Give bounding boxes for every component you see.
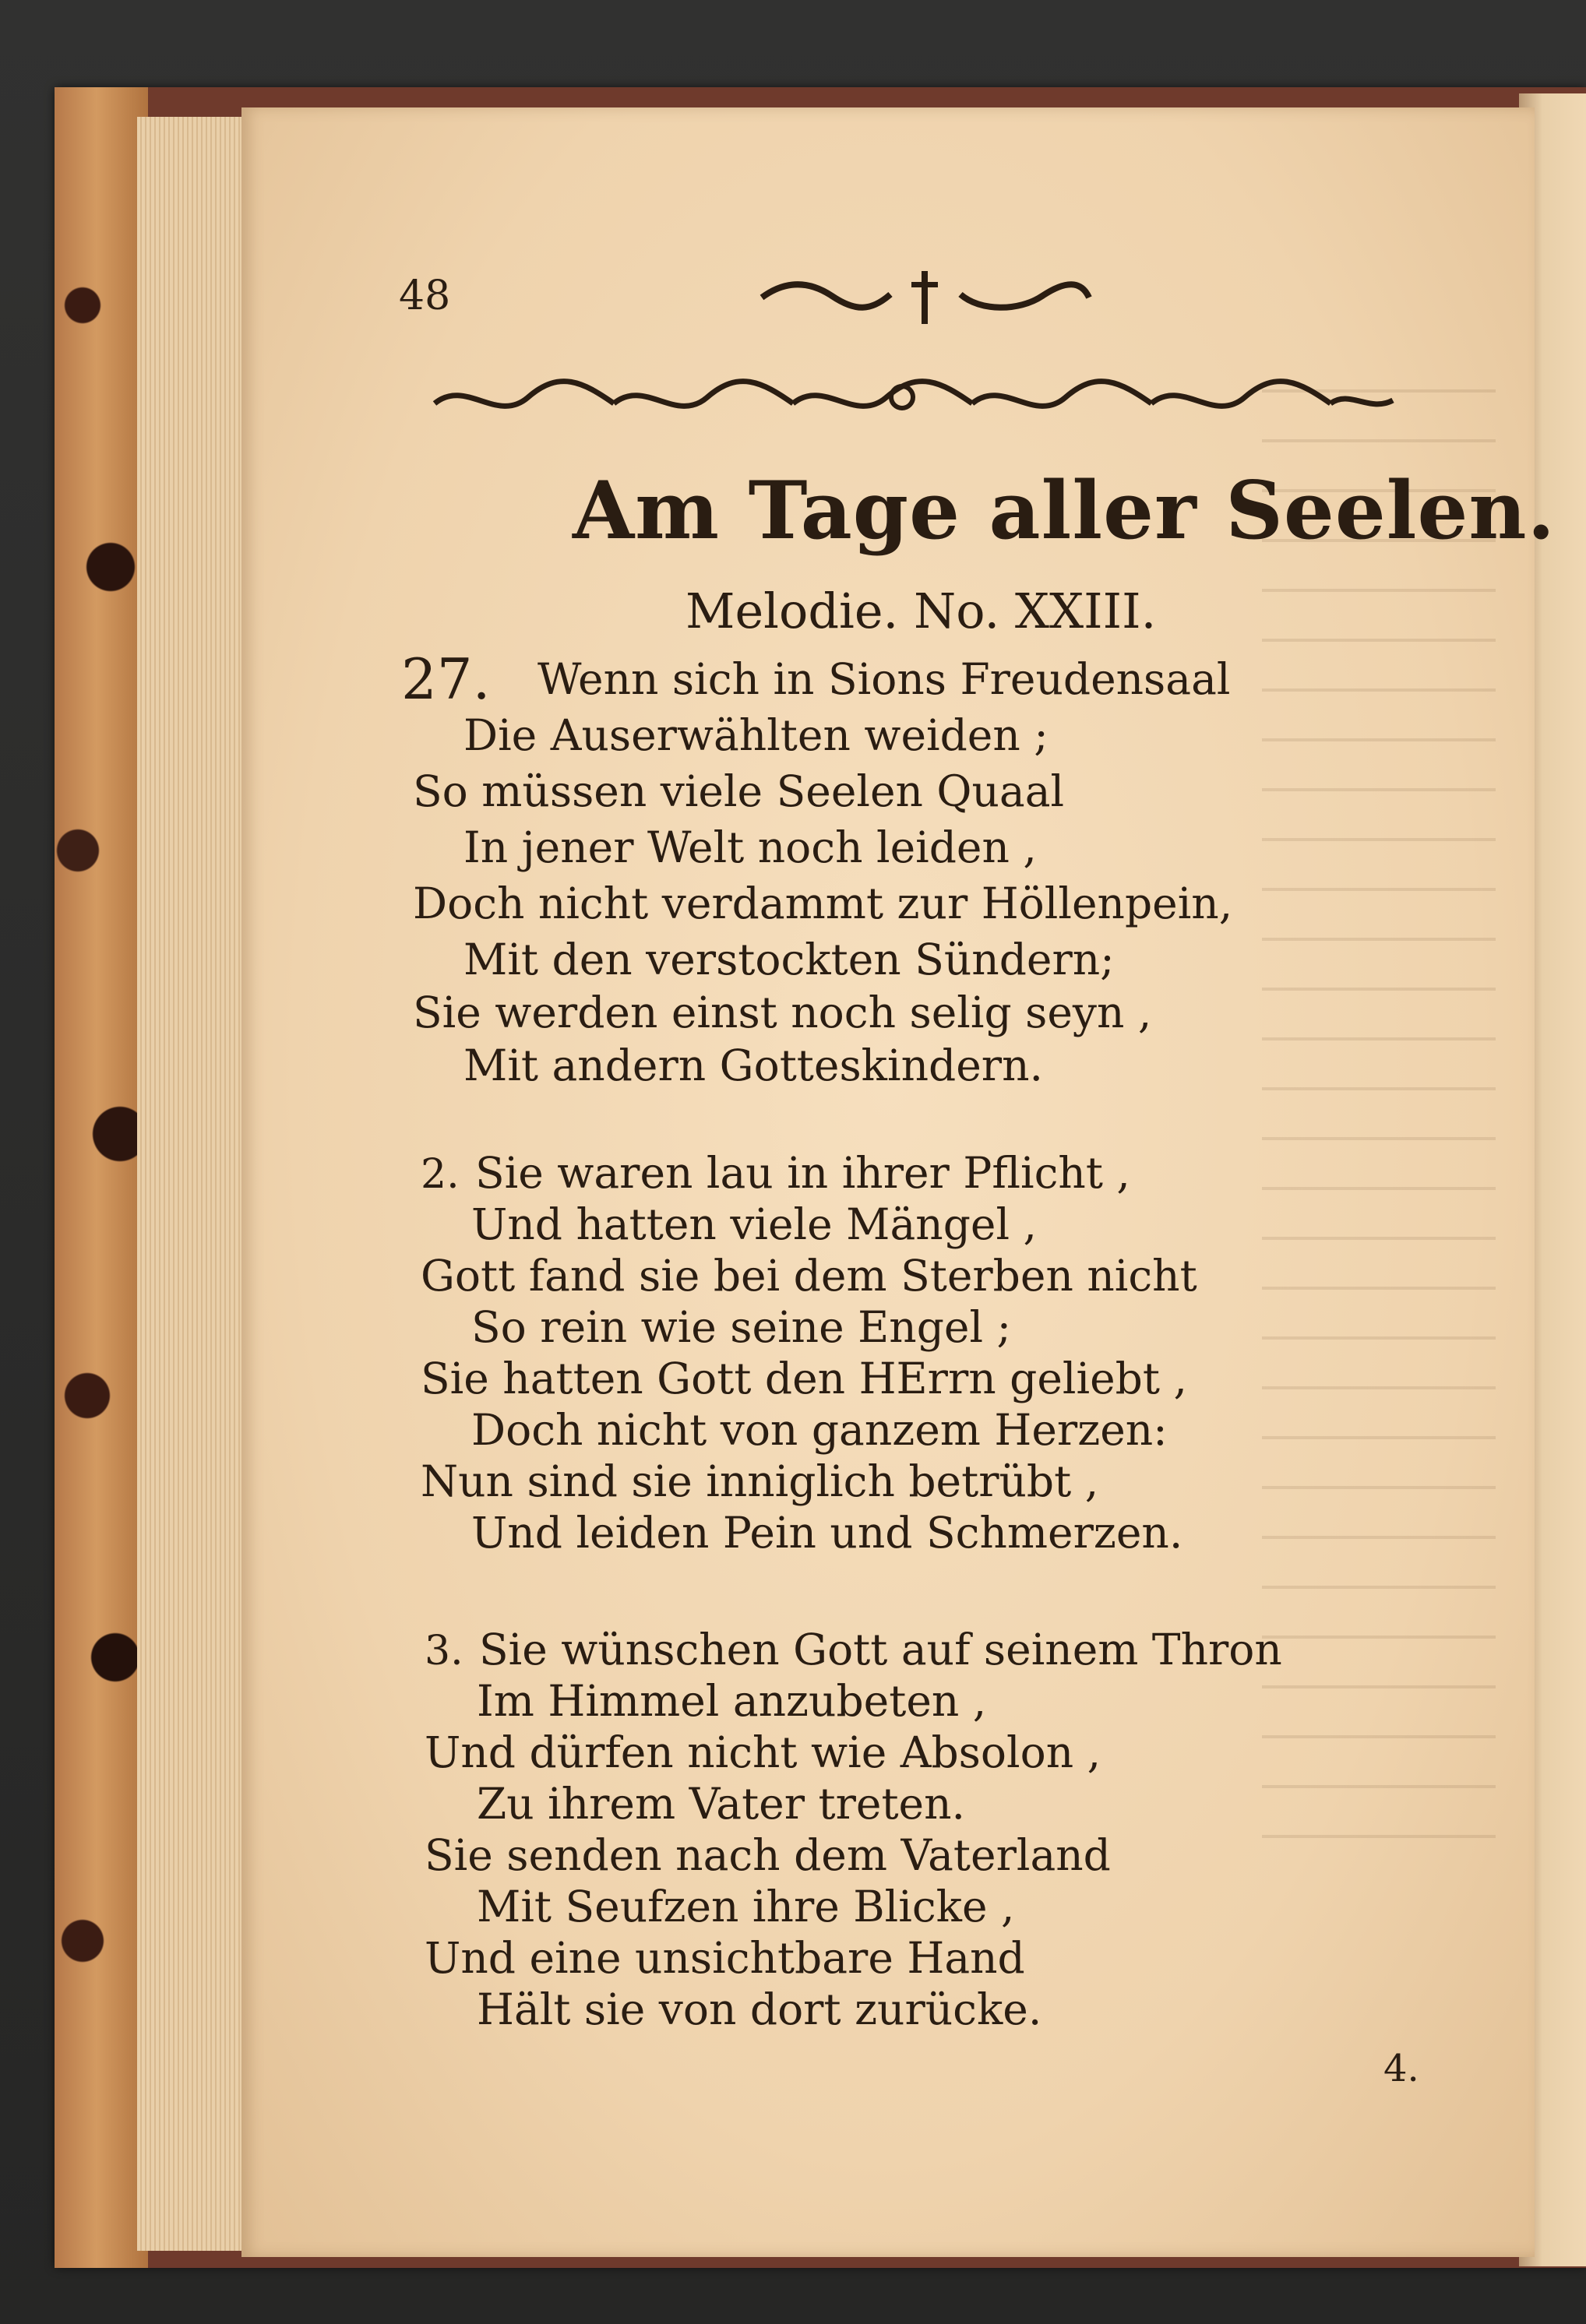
verse-line: In jener Welt noch leiden , (463, 822, 1037, 872)
verse-line: So müssen viele Seelen Quaal (413, 766, 1065, 816)
verse-line: Doch nicht verdammt zur Höllenpein, (413, 879, 1233, 928)
verse-line: Wenn sich in Sions Freudensaal (537, 654, 1231, 704)
stanza-number: 2. (421, 1151, 460, 1198)
stanza-number: 3. (425, 1628, 463, 1674)
verse-line: Sie wünschen Gott auf seinem Thron (479, 1625, 1282, 1674)
verse-line: Und leiden Pein und Schmerzen. (471, 1508, 1183, 1558)
verse-line: Mit andern Gotteskindern. (463, 1041, 1043, 1090)
verse-line: Und dürfen nicht wie Absolon , (425, 1727, 1101, 1777)
hymn-number: 27. (401, 646, 491, 712)
verse-line: So rein wie seine Engel ; (471, 1302, 1012, 1352)
verse-line: Sie waren lau in ihrer Pflicht , (475, 1148, 1130, 1198)
verse-line: Die Auserwählten weiden ; (463, 710, 1049, 760)
show-through-text (1262, 358, 1496, 1838)
verse-line: Gott fand sie bei dem Sterben nicht (421, 1251, 1197, 1301)
verse-line: Hält sie von dort zurücke. (477, 1984, 1042, 2034)
verse-line: Mit Seufzen ihre Blicke , (477, 1882, 1015, 1931)
verse-line: Und eine unsichtbare Hand (425, 1933, 1025, 1983)
page-title: Am Tage aller Seelen. (573, 464, 1556, 558)
cross-with-flourishes-icon (754, 265, 1097, 327)
page-number: 48 (399, 273, 451, 319)
verse-line: Sie hatten Gott den HErrn geliebt , (421, 1354, 1187, 1403)
marbled-cover-edge (55, 87, 148, 2268)
melody-reference: Melodie. No. XXIII. (686, 583, 1157, 639)
verse-line: Zu ihrem Vater treten. (477, 1779, 965, 1829)
catchword: 4. (1383, 2047, 1419, 2090)
verse-line: Sie werden einst noch selig seyn , (413, 988, 1152, 1037)
verse-line: Mit den verstockten Sündern; (463, 935, 1115, 984)
decorative-border-icon (427, 374, 1401, 428)
verse-line: Doch nicht von ganzem Herzen: (471, 1405, 1168, 1455)
verse-line: Im Himmel anzubeten , (477, 1676, 987, 1726)
verse-line: Sie senden nach dem Vaterland (425, 1830, 1111, 1880)
verse-line: Nun sind sie inniglich betrübt , (421, 1456, 1099, 1506)
verse-line: Und hatten viele Mängel , (471, 1199, 1038, 1249)
